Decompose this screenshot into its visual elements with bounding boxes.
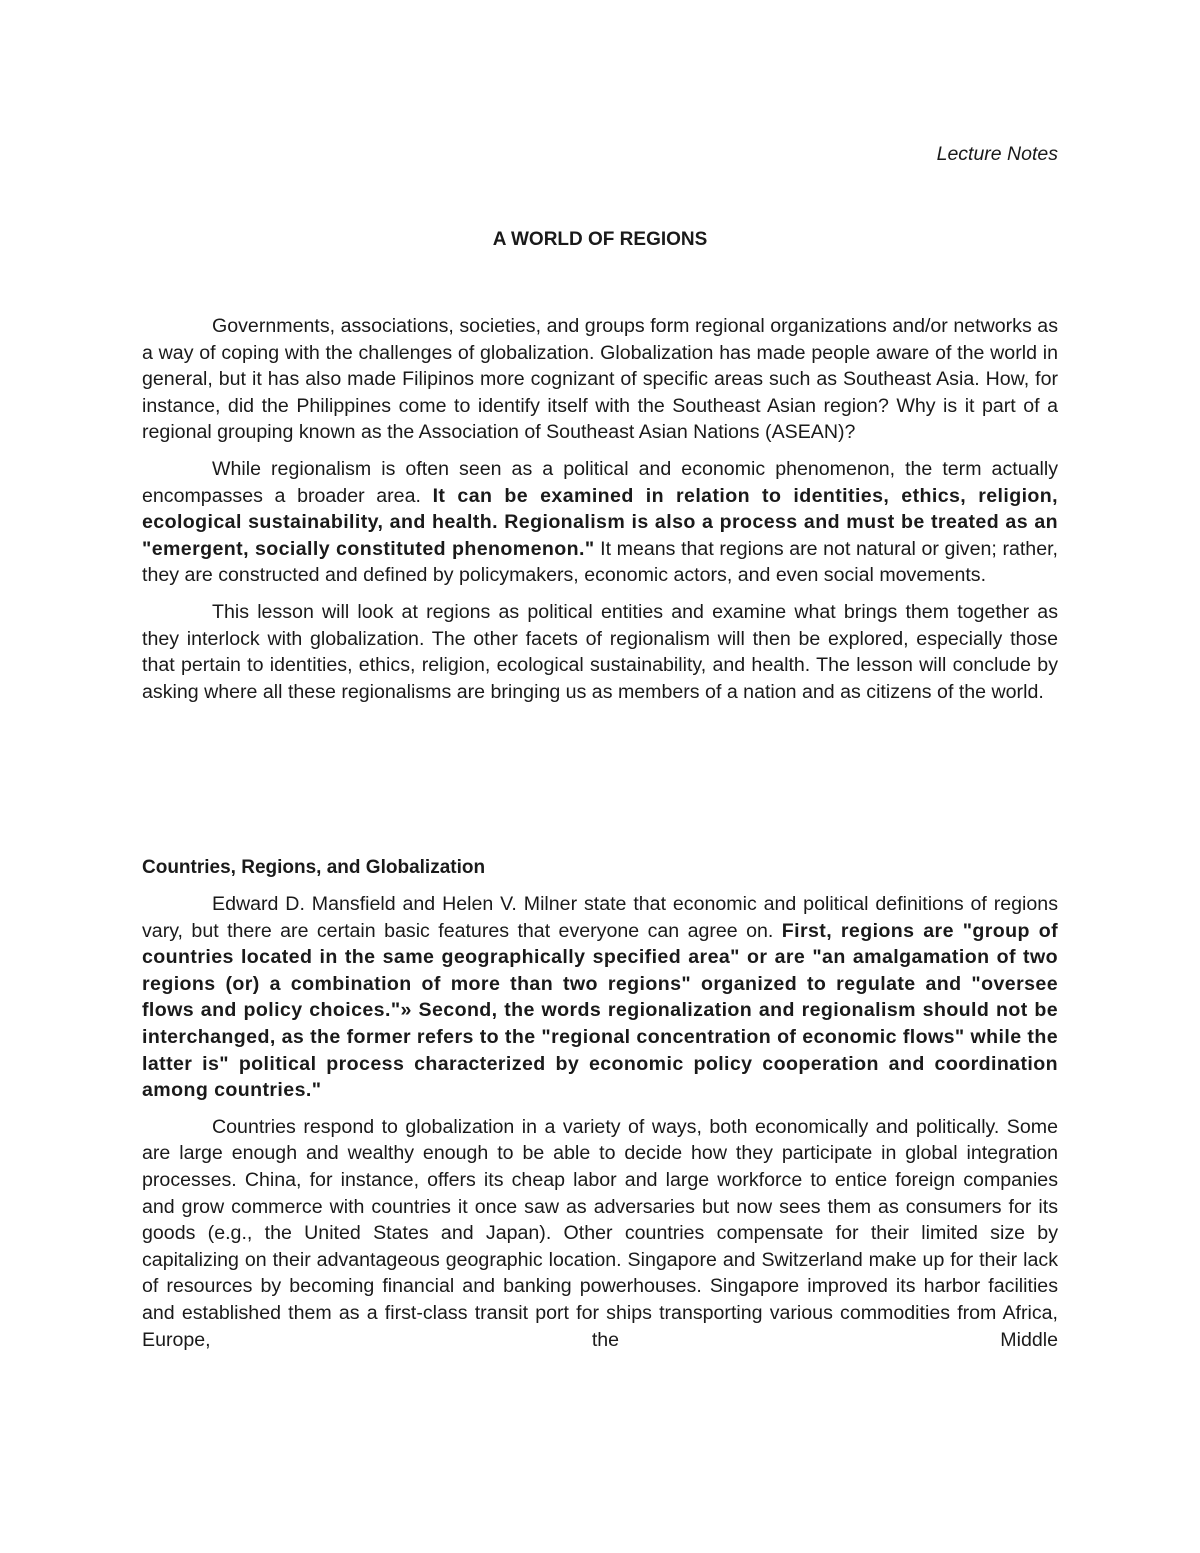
countries-regions-section <box>142 855 1058 1363</box>
section-paragraph-2: Countries respond to globalization in a variety of ways, both economically and politically. Some are large enough and wealthy enough to be able to decide how they participate in global integration processes. China, for instance, offers its cheap labor and large workforce to entice foreign companies and grow commerce with countries it once saw as adversaries but now sees them as consumers for its goods (e.g., the United States and Japan). Other countries compensate for their limited size by capitalizing on their advantageous geographic location. Singapore and Switzerland make up for their lack of resources by becoming financial and banking powerhouses. Singapore improved its harbor facilities and established them as a first-class transit port for ships transporting various commodities from Africa, Europe, the Middle <box>142 1115 1058 1351</box>
intro-paragraph-2 <box>142 456 1058 589</box>
intro-section <box>142 313 1058 715</box>
intro-paragraph-2-emphasis: It can be examined in relation to identities, ethics, religion, ecological sustainability, and health. Regionalism is also a process and must be treated as an "emergent, socially constituted phenomenon." <box>142 484 1058 560</box>
section-paragraph-1 <box>142 891 1058 1104</box>
section-heading: Countries, Regions, and Globalization <box>142 857 486 878</box>
intro-paragraph-2-lead: While regionalism is often seen as a political and economic phenomenon, the term actually encompasses a broader area. <box>142 457 1058 507</box>
section-paragraph-1-lead: Edward D. Mansfield and Helen V. Milner state that economic and political definitions of regions vary, but there are certain basic features that everyone can agree on. <box>142 893 1058 942</box>
section-paragraph-1-emphasis: First, regions are "group of countries located in the same geographically specified area" or are "an amalgamation of two regions (or) a combination of more than two regions" organized to regulate and "oversee flows and policy choices."» Second, the words regionalization and regionalism should not be interchanged, as the former refers to the "regional concentration of economic flows" while the latter is" political process characterized by economic policy cooperation and coordination among countries." <box>142 919 1058 1102</box>
intro-paragraph-1: Governments, associations, societies, and groups form regional organizations and/or networks as a way of coping with the challenges of globalization. Globalization has made people aware of the world in general, but it has also made Filipinos more cognizant of specific areas such as Southeast Asia. How, for instance, did the Philippines come to identify itself with the Southeast Asian region? Why is it part of a regional grouping known as the Association of Southeast Asian Nations (ASEAN)? <box>142 315 1058 444</box>
header-label: Lecture Notes <box>936 143 1058 165</box>
intro-paragraph-3: This lesson will look at regions as political entities and examine what brings them together as they interlock with globalization. The other facets of regionalism will then be explored, especially those that pertain to identities, ethics, religion, ecological sustainability, and health. The lesson will conclude by asking where all these regionalisms are bringing us as members of a nation and as citizens of the world. <box>142 600 1058 703</box>
intro-paragraph-2-tail: It means that regions are not natural or given; rather, they are constructed and defined by policymakers, economic actors, and even social movements. <box>142 537 1058 587</box>
document-title: A WORLD OF REGIONS <box>492 229 708 250</box>
